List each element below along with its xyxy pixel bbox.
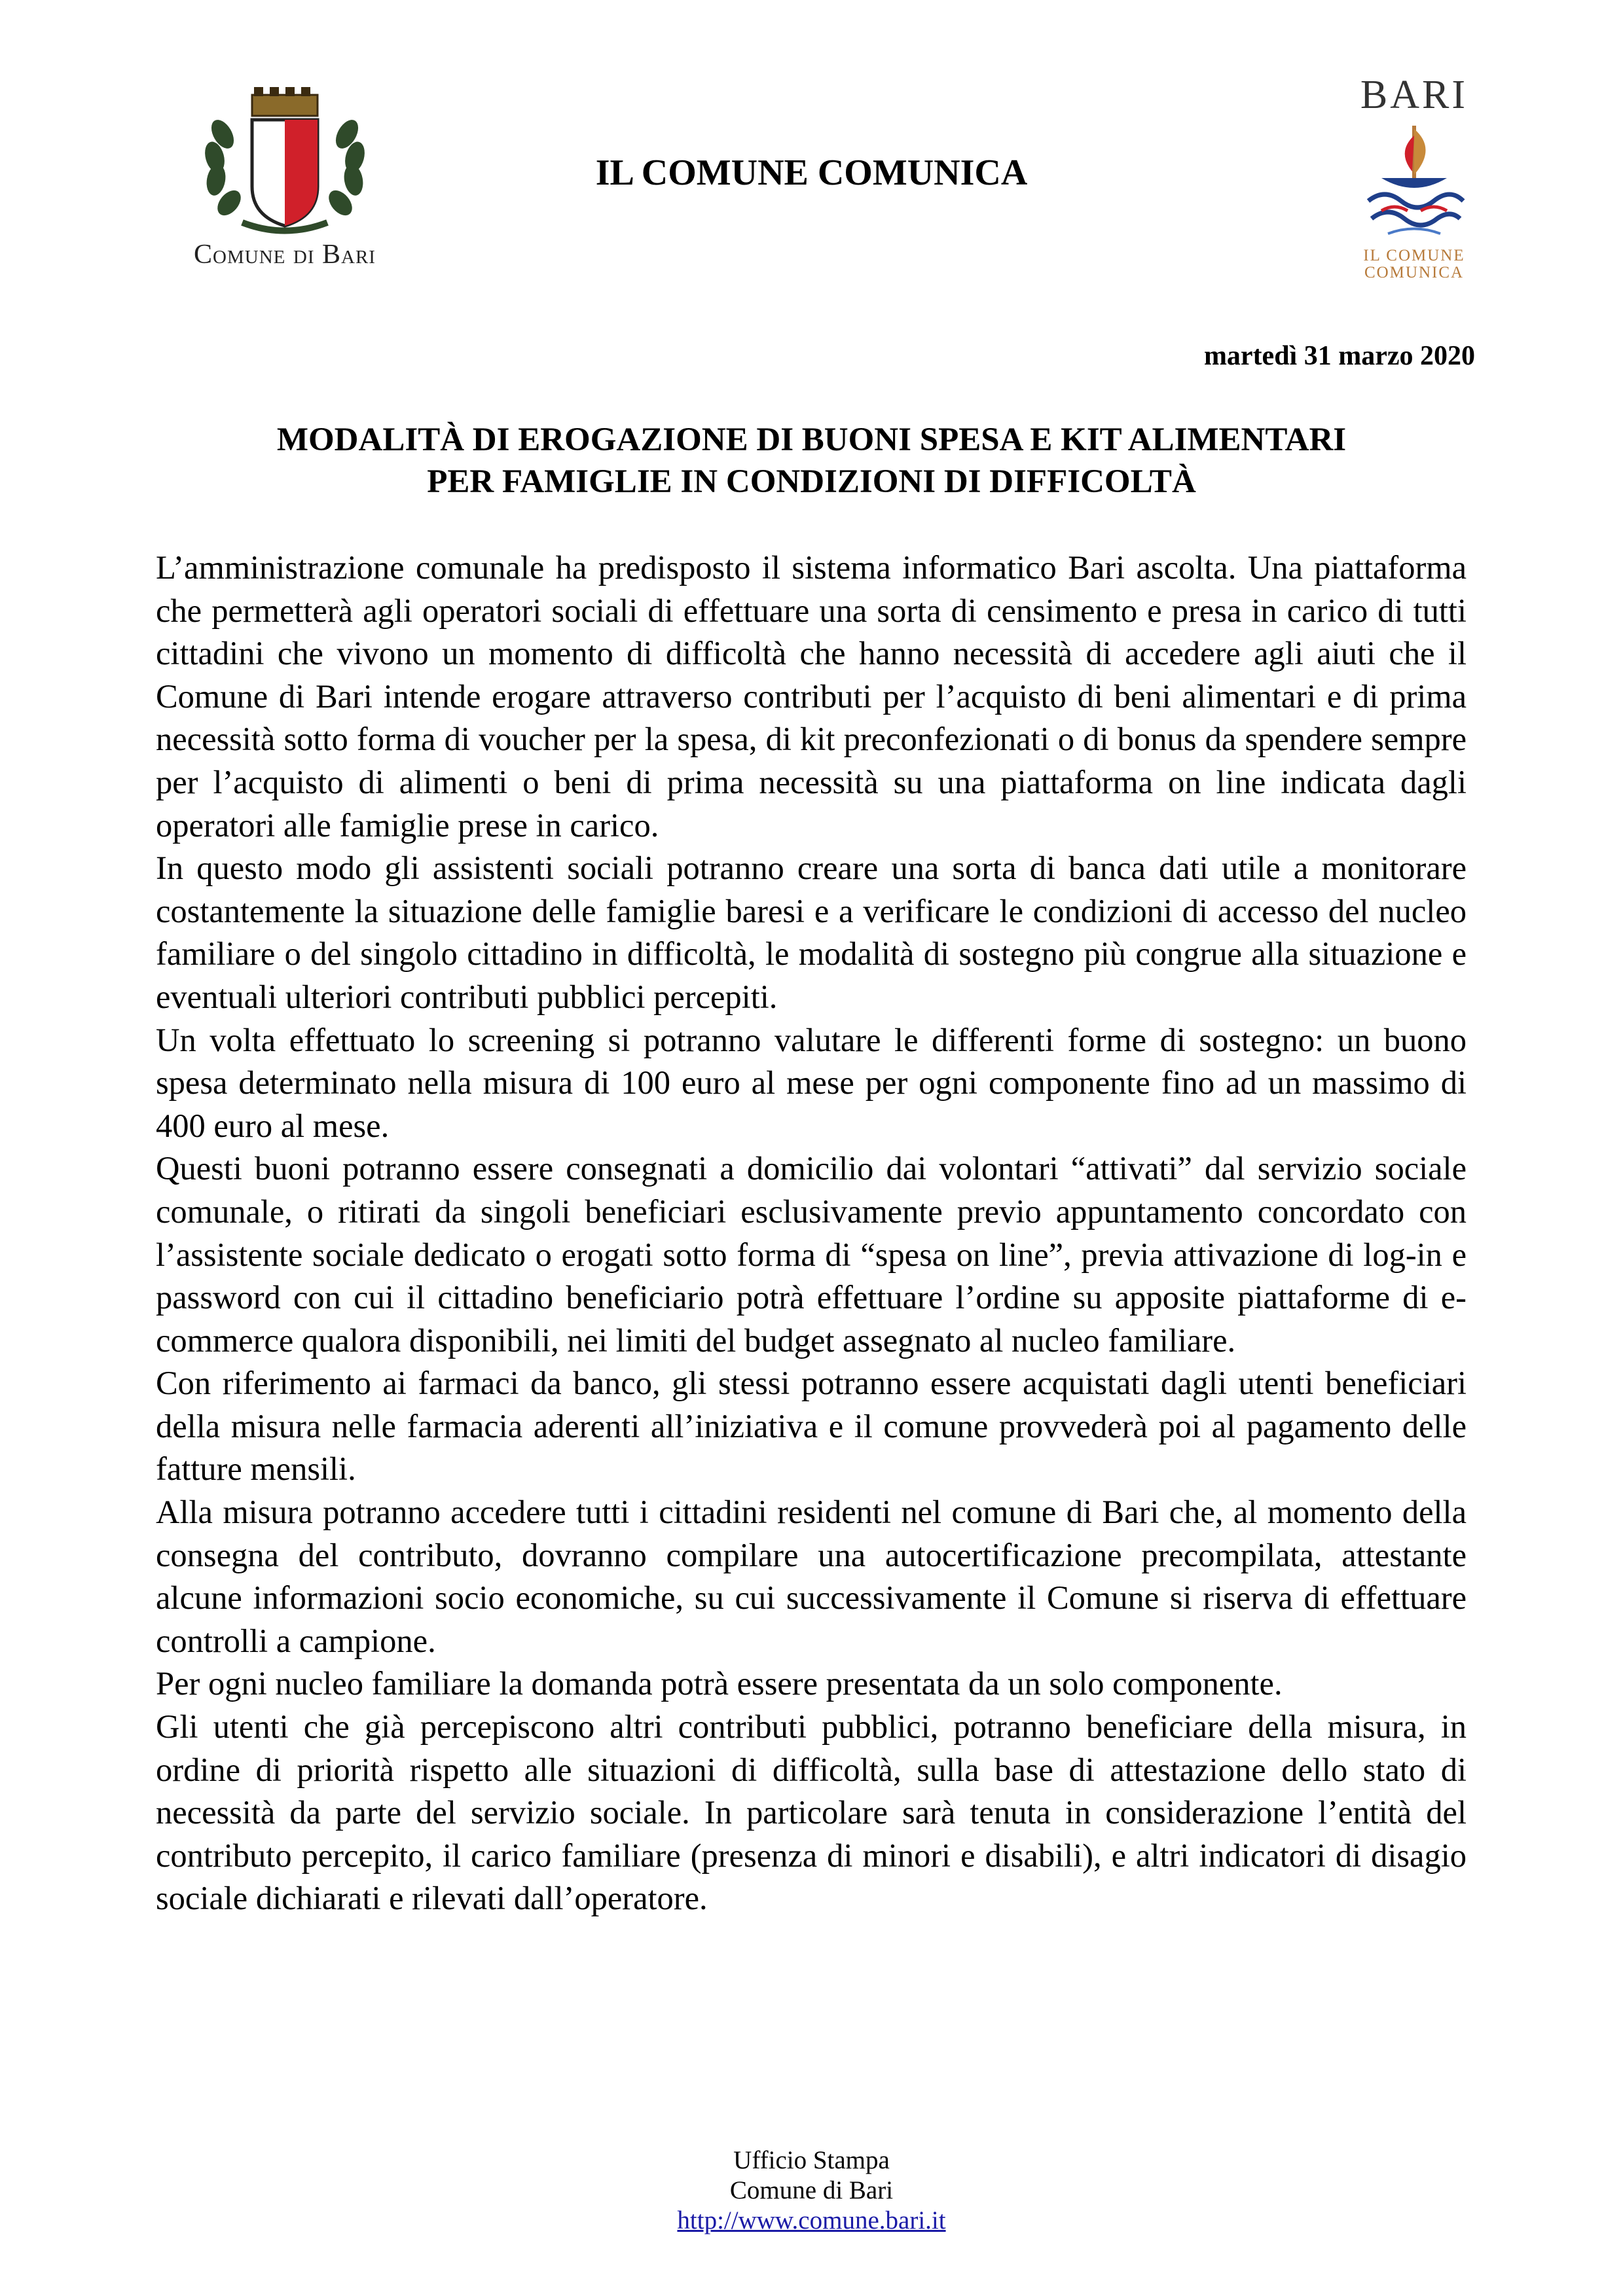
right-logo-city: BARI xyxy=(1360,73,1468,117)
right-logo-sub-line2: COMUNICA xyxy=(1364,264,1465,281)
paragraph: Questi buoni potranno essere consegnati a domicilio dai volontari “attivati” dal servizio sociale comunale, o ritirati da singoli beneficiari esclusivamente previo appuntamento concordato con l’assistente sociale dedicato o erogati sotto forma di “spesa on line”, previa attivazione di log-in e password con cui il cittadino beneficiario potrà effettuare l’ordine su apposite piattaforme di e-commerce qualora disponibili, nei limiti del budget assegnato al nucleo familiare. xyxy=(156,1150,1467,1359)
body-text xyxy=(156,547,1467,1920)
paragraph: Con riferimento ai farmaci da banco, gli stessi potranno essere acquistati dagli utenti beneficiari della misura nelle farmacia aderenti all’iniziativa e il comune provvederà poi al pagamento delle fatture mensili. xyxy=(156,1365,1467,1488)
left-logo-caption: Comune di Bari xyxy=(194,240,376,270)
paragraph: Un volta effettuato lo screening si potranno valutare le differenti forme di sostegno: un buono spesa determinato nella misura di 100 euro al mese per ogni componente fino ad un massimo di 400 euro al mese. xyxy=(156,1021,1467,1144)
right-logo-sub-line1: IL COMUNE xyxy=(1363,247,1465,264)
paragraph: Per ogni nucleo familiare la domanda potrà essere presentata da un solo componente. xyxy=(156,1665,1283,1702)
document-title xyxy=(0,419,1623,503)
footer xyxy=(0,2145,1623,2236)
bari-comune-comunica-logo xyxy=(1339,72,1489,281)
footer-website-link[interactable]: http://www.comune.bari.it xyxy=(677,2206,946,2234)
header-title: IL COMUNE COMUNICA xyxy=(595,152,1028,193)
document-title-line-2: PER FAMIGLIE IN CONDIZIONI DI DIFFICOLTÀ xyxy=(427,463,1196,500)
footer-org: Comune di Bari xyxy=(729,2176,894,2204)
paragraph: In questo modo gli assistenti sociali potranno creare una sorta di banca dati utile a monitorare costantemente la situazione delle famiglie baresi e a verificare le condizioni di accesso del nucleo familiare o del singolo cittadino in difficoltà, le modalità di sostegno più congrue alla situazione e eventuali ulteriori contributi pubblici percepiti. xyxy=(156,850,1467,1015)
paragraph: Alla misura potranno accedere tutti i cittadini residenti nel comune di Bari che, al momento della consegna del contributo, dovranno compilare una autocertificazione precompilata, attestante alcune informazioni socio economiche, su cui successivamente il Comune si riserva di effettuare controlli a campione. xyxy=(156,1494,1467,1659)
paragraph: L’amministrazione comunale ha predisposto il sistema informatico Bari ascolta. Una piattaforma che permetterà agli operatori sociali di effettuare una sorta di censimento e presa in carico di tutti cittadini che vivono un momento di difficoltà che hanno necessità di accedere agli aiuti che il Comune di Bari intende erogare attraverso contributi per l’acquisto di beni alimentari e di prima necessità sotto forma di voucher per la spesa, di kit preconfezionati o di bonus da spendere sempre per l’acquisto di alimenti o beni di prima necessità su una piattaforma on line indicata dagli operatori alle famiglie prese in carico. xyxy=(156,549,1467,844)
document-title-line-1: MODALITÀ DI EROGAZIONE DI BUONI SPESA E KIT ALIMENTARI xyxy=(276,422,1347,458)
right-logo-subtitle xyxy=(1339,247,1489,281)
ship-waves-icon xyxy=(1352,119,1476,243)
footer-office: Ufficio Stampa xyxy=(733,2146,890,2174)
paragraph: Gli utenti che già percepiscono altri contributi pubblici, potranno beneficiare della misura, in ordine di priorità rispetto alle situazioni di difficoltà, sulla base di attestazione dello stato di necessità da parte del servizio sociale. In particolare sarà tenuta in considerazione l’entità del contributo percepito, il carico familiare (presenza di minori e disabili), e altri indicatori di disagio sociale dichiarati e rilevati dall’operatore. xyxy=(156,1708,1467,1917)
press-release-date: martedì 31 marzo 2020 xyxy=(1203,341,1475,371)
